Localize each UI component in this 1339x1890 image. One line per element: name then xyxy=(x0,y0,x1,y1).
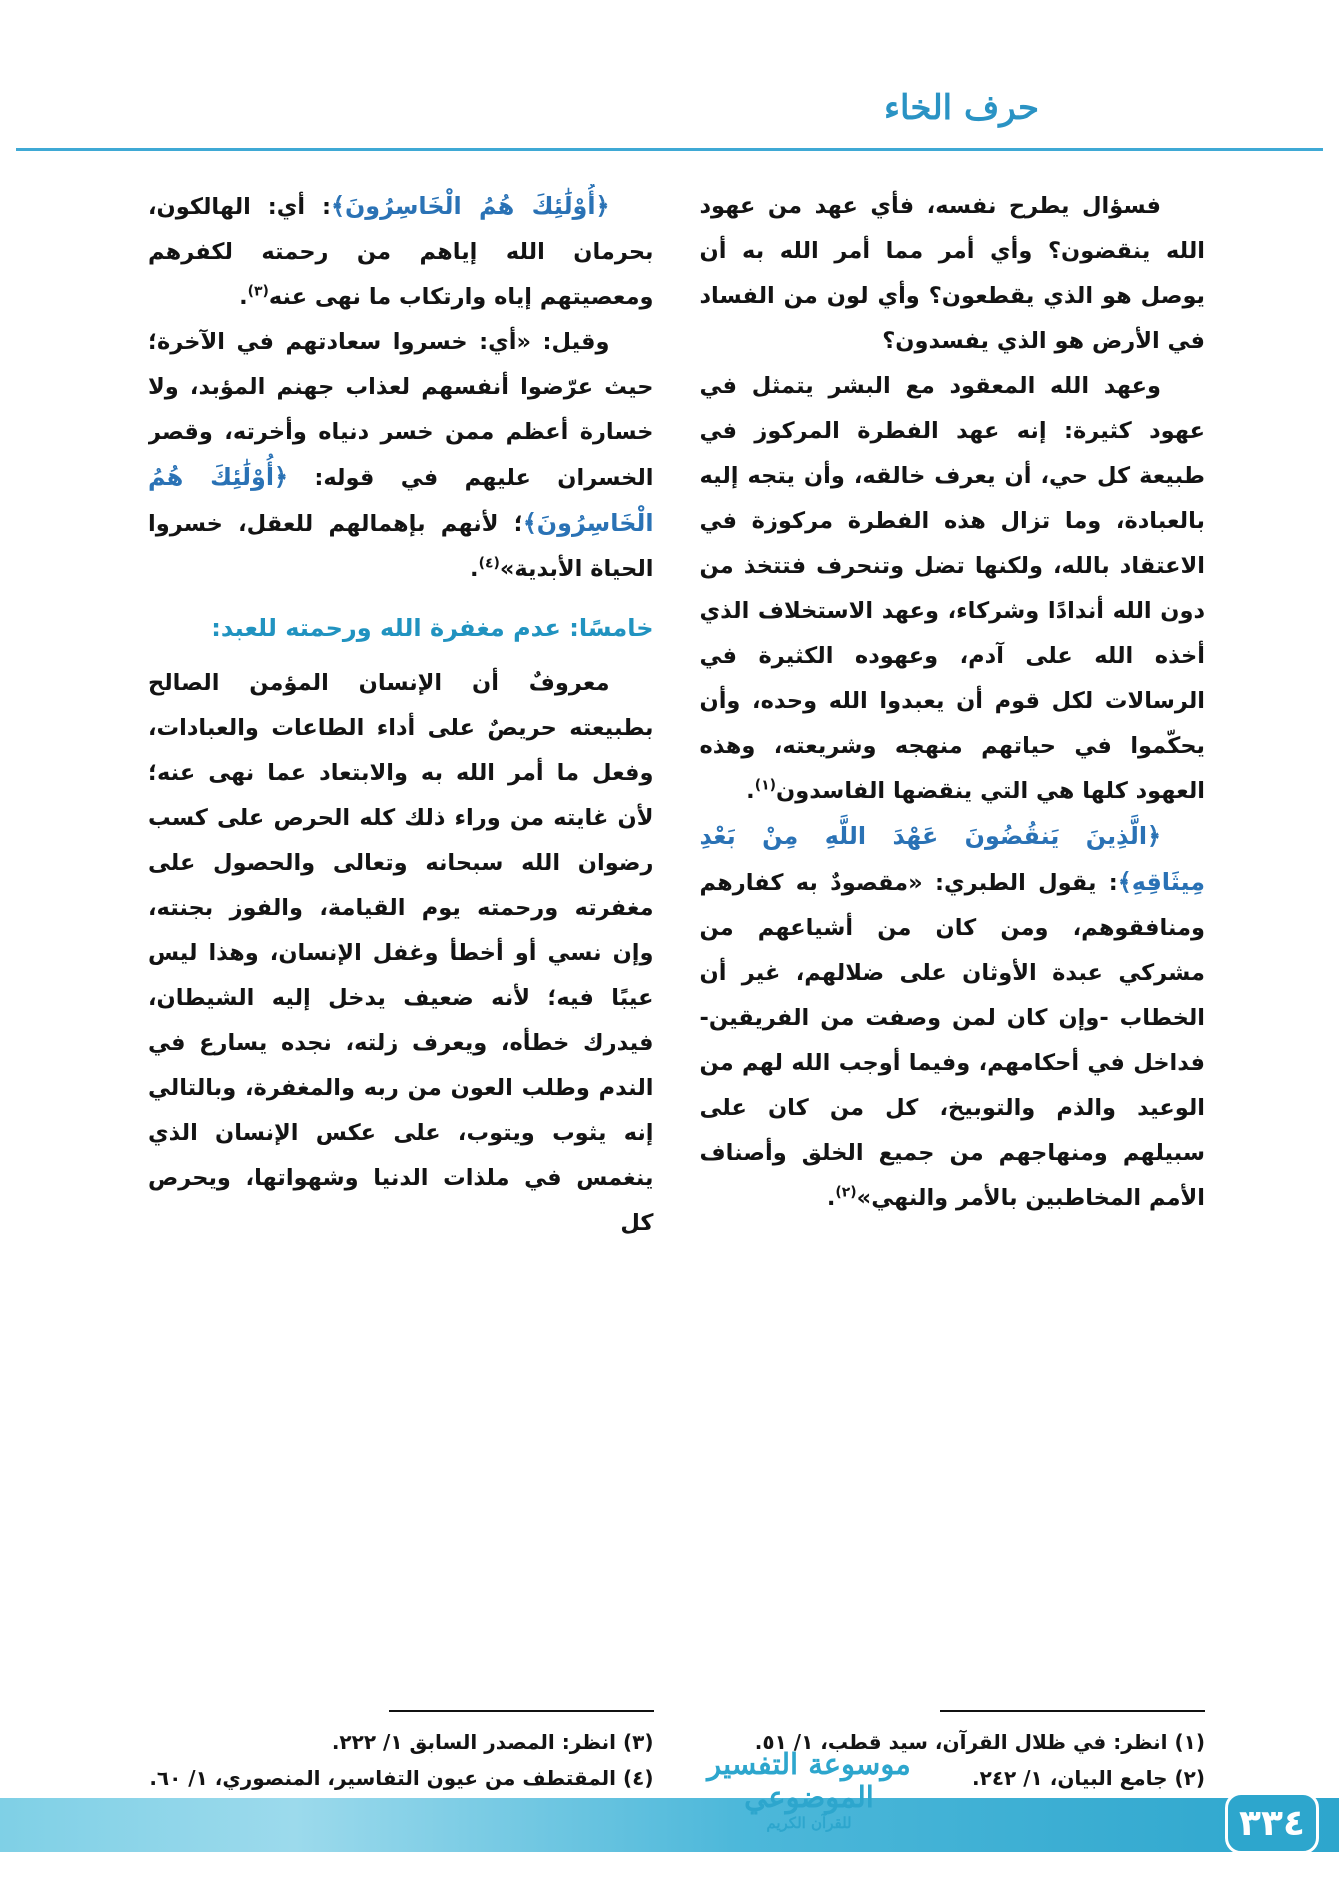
text-run: . xyxy=(746,778,755,804)
text-run: . xyxy=(239,284,248,310)
footnote: (٤) المقتطف من عيون التفاسير، المنصوري، ١/ ٦٠. xyxy=(149,1766,654,1790)
footnote-marker: (١) xyxy=(754,777,776,794)
column-left-footnotes xyxy=(148,1702,654,1796)
text-run: . xyxy=(826,1185,836,1211)
text-run: : أي: الهالكون، بحرمان الله إياهم من رحمته لكفرهم ومعصيتهم إياه وارتكاب ما نهى عنه xyxy=(148,194,654,310)
body-paragraph xyxy=(148,661,654,1246)
section-heading xyxy=(148,606,654,651)
header-rule xyxy=(16,148,1323,151)
column-right xyxy=(700,184,1206,1796)
publisher-calligraphy-title: موسوعة التفسير الموضوعي xyxy=(707,1747,911,1815)
publisher-calligraphy-subtitle: للقرآن الكريم xyxy=(766,1813,852,1832)
chapter-title: حرف الخاء xyxy=(884,88,1039,128)
text-run: . xyxy=(470,556,479,582)
publisher-calligraphy xyxy=(679,1748,939,1832)
text-run: وقيل: «أي: خسروا سعادتهم في الآخرة؛ حيث عرّضوا أنفسهم لعذاب جهنم المؤبد، ولا خسارة أعظم ممن خسر دنياه وأخرته، وقصر الخسران عليهم في قوله: xyxy=(148,329,654,491)
footer-band xyxy=(0,1798,1339,1852)
text-run: معروفٌ أن الإنسان المؤمن الصالح بطبيعته حريصٌ على أداء الطاعات والعبادات، وفعل ما أمر الله به والابتعاد عما نهى عنه؛ لأن غايته من وراء ذلك كله الحرص على كسب رضوان الله سبحانه وتعالى والحصول على مغفرته ورحمته يوم القيامة، والفوز بجنته، وإن نسي أو أخطأ وغفل الإنسان، وهذا ليس عيبًا فيه؛ لأنه ضعيف يدخل إليه الشيطان، فيدرك خطأه، ويعرف زلته، نجده يسارع في الندم وطلب العون من ربه والمغفرة، وبالتالي إنه يثوب ويتوب، على عكس الإنسان الذي ينغمس في ملذات الدنيا وشهواتها، ويحرص كل xyxy=(148,670,654,1236)
footnote: (١) انظر: في ظلال القرآن، سيد قطب، ١/ ٥١. xyxy=(754,1730,1205,1754)
footnote-marker: (٣) xyxy=(247,283,269,300)
body-paragraph xyxy=(700,814,1206,1221)
text-run: وعهد الله المعقود مع البشر يتمثل في عهود كثيرة: إنه عهد الفطرة المركوز في طبيعة كل حي، أن يعرف خالقه، وأن يتجه إليه بالعبادة، وما تزال هذه الفطرة مركوزة في الاعتقاد بالله، ولكنها تضل وتنحرف فتتخذ من دون الله أندادًا وشركاء، وعهد الاستخلاف الذي أخذه الله على آدم، وعهوده الكثيرة في الرسالات لكل قوم أن يعبدوا الله وحده، وأن يحكّموا في حياتهم منهجه وشريعته، وهذه العهود كلها هي التي ينقضها الفاسدون xyxy=(699,373,1205,804)
footnote: (٣) انظر: المصدر السابق ١/ ٢٢٢. xyxy=(331,1730,654,1754)
quran-quote: ﴿أُوْلَٰئِكَ هُمُ الْخَاسِرُونَ﴾ xyxy=(330,192,610,220)
column-right-body xyxy=(700,184,1206,1702)
text-run: ؛ لأنهم بإهمالهم للعقل، خسروا الحياة الأبدية» xyxy=(148,511,654,582)
quran-quote: ﴿أُوْلَٰئِكَ هُمُ الْخَاسِرُونَ﴾ xyxy=(148,463,654,537)
footnote-list xyxy=(148,1724,654,1796)
footnote-separator xyxy=(389,1710,654,1712)
text-run: فسؤال يطرح نفسه، فأي عهد من عهود الله ينقضون؟ وأي أمر مما أمر الله به أن يوصل هو الذي يقطعون؟ وأي لون من الفساد في الأرض هو الذي يفسدون؟ xyxy=(699,193,1205,354)
text-run: : يقول الطبري: «مقصودٌ به كفارهم ومنافقوهم، ومن كان من أشياعهم من مشركي عبدة الأوثان على ضلالهم، غير أن الخطاب -وإن كان لمن وصفت من الفريقين- فداخل في أحكامهم، وفيما أوجب الله لهم من الوعيد والذم والتوبيخ، كل من كان على سبيلهم ومنهاجهم من جميع الخلق وأصناف الأمم المخاطبين بالأمر والنهي» xyxy=(699,870,1205,1211)
body-paragraph xyxy=(700,364,1206,814)
page-content xyxy=(148,184,1205,1796)
body-paragraph xyxy=(148,184,654,320)
footnote: (٢) جامع البيان، ١/ ٢٤٢. xyxy=(972,1766,1205,1790)
footnote-separator xyxy=(940,1710,1205,1712)
body-paragraph xyxy=(700,184,1206,364)
quran-quote: ﴿الَّذِينَ يَنقُضُونَ عَهْدَ اللَّهِ مِنْ بَعْدِ مِيثَاقِهِ﴾ xyxy=(699,822,1205,896)
page-number-badge: ٣٣٤ xyxy=(1225,1792,1319,1854)
column-left xyxy=(148,184,654,1796)
body-paragraph xyxy=(148,320,654,592)
text-run: خامسًا: عدم مغفرة الله ورحمته للعبد: xyxy=(211,614,654,642)
column-left-body xyxy=(148,184,654,1702)
footnote-marker: (٢) xyxy=(835,1184,857,1201)
footnote-marker: (٤) xyxy=(478,555,500,572)
